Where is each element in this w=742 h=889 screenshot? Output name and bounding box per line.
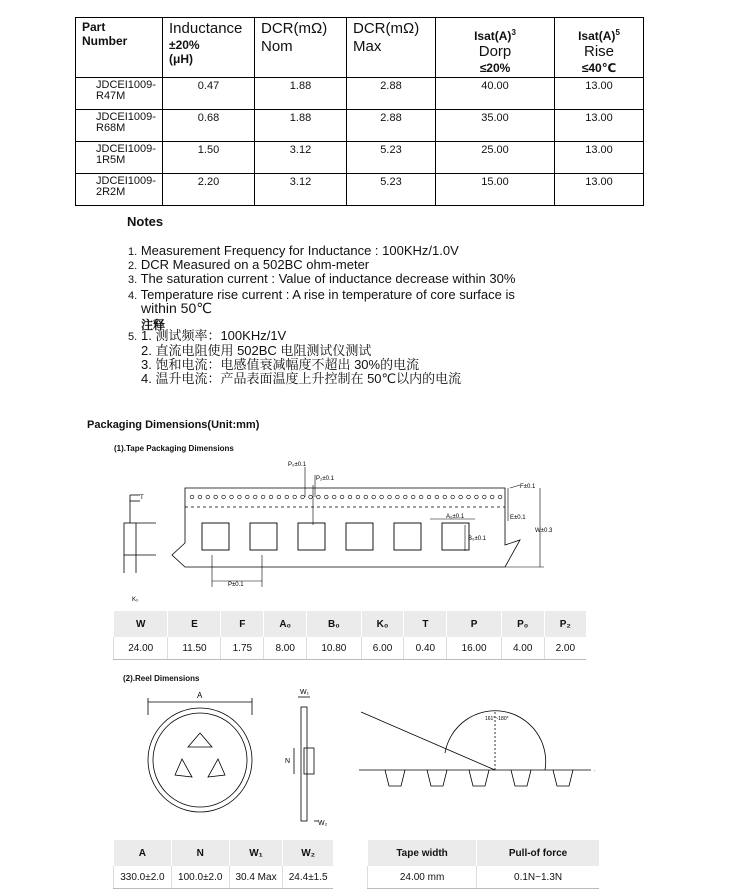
carrier-pocket xyxy=(511,770,531,786)
reel-value-cell: 100.0±2.0 xyxy=(171,866,229,889)
inductance-cell: 0.47 xyxy=(163,78,255,110)
sprocket-hole xyxy=(348,495,352,499)
reel-header-cell: N xyxy=(171,840,229,866)
p0-label: P₀±0.1 xyxy=(288,462,307,468)
tape-header-cell: K₀ xyxy=(361,611,404,637)
sprocket-hole xyxy=(459,495,463,499)
inductance-cell: 2.20 xyxy=(163,174,255,206)
sprocket-hole xyxy=(277,495,281,499)
reel-header-cell: W₂ xyxy=(283,840,333,866)
header-ind-line3: (μH) xyxy=(169,52,193,66)
tape-pocket xyxy=(250,523,277,550)
tape-header-cell: A₀ xyxy=(264,611,307,637)
header-isat-rise-label: Isat(A) xyxy=(578,29,616,43)
header-dcr-nom-line2: Nom xyxy=(261,38,293,55)
sprocket-hole xyxy=(261,495,265,499)
pull-off-lines xyxy=(359,711,591,770)
reel-title: (2).Reel Dimensions xyxy=(123,674,200,683)
reel-drawing xyxy=(140,685,340,830)
dcr-nom-cell: 1.88 xyxy=(255,110,347,142)
spec-table-header xyxy=(76,18,644,78)
sprocket-hole xyxy=(483,495,487,499)
sprocket-hole xyxy=(238,495,242,499)
note-text: Measurement Frequency for Inductance : 100KHz/1.0V xyxy=(140,243,459,258)
tape-value-cell: 8.00 xyxy=(264,637,307,660)
reel-value-cell: 330.0±2.0 xyxy=(114,866,172,889)
w1-label: W₁ xyxy=(300,689,309,696)
sprocket-hole xyxy=(206,495,210,499)
part-number-cell xyxy=(76,78,163,110)
dcr-max-cell: 5.23 xyxy=(347,174,436,206)
header-dcr-nom-line1: DCR(mΩ) xyxy=(261,20,328,37)
tape-dimension-lines xyxy=(212,467,544,587)
header-isat-rise-line1 xyxy=(561,26,637,43)
sprocket-hole xyxy=(332,495,336,499)
sprocket-hole xyxy=(317,495,321,499)
inductance-cell: 1.50 xyxy=(163,142,255,174)
part-number-cell xyxy=(76,110,163,142)
note-cn-3: 3. 饱和电流：电感值衰减幅度不超出 30%的电流 xyxy=(141,357,420,372)
header-dcr-max xyxy=(347,18,436,78)
sprocket-hole xyxy=(253,495,257,499)
sprocket-hole xyxy=(451,495,455,499)
reel-value-cell: 24.4±1.5 xyxy=(283,866,333,889)
pull-table-header xyxy=(368,840,600,866)
tape-table-values xyxy=(114,637,587,660)
carrier-pocket xyxy=(385,770,405,786)
sprocket-hole xyxy=(198,495,202,499)
sprocket-hole xyxy=(214,495,218,499)
tape-header-cell: P₀ xyxy=(501,611,544,637)
header-inductance xyxy=(163,18,255,78)
part-number-a: JDCEI1009- xyxy=(96,143,156,155)
note-number: 3. xyxy=(128,274,138,286)
reel-dimensions-table xyxy=(113,840,333,889)
table-row xyxy=(76,78,644,110)
a-label: A xyxy=(197,691,203,700)
note-cn-2: 2. 直流电阻使用 502BC 电阻测试仪测试 xyxy=(141,343,372,358)
k0-label: K₀ xyxy=(132,597,139,603)
tape-value-cell: 4.00 xyxy=(501,637,544,660)
sprocket-hole xyxy=(388,495,392,499)
dcr-max-cell: 2.88 xyxy=(347,78,436,110)
note-text: The saturation current : Value of inductance decrease within 30% xyxy=(140,271,516,286)
header-isat-dorp-line3: ≤20% xyxy=(479,61,511,75)
header-part-line2: Number xyxy=(82,34,128,48)
part-number-cell xyxy=(76,142,163,174)
dcr-max-cell: 2.88 xyxy=(347,110,436,142)
isat-rise-cell: 13.00 xyxy=(555,142,644,174)
tape-value-cell: 11.50 xyxy=(168,637,221,660)
tape-pocket xyxy=(346,523,373,550)
note-number: 2. xyxy=(128,260,138,272)
note-number: 1. xyxy=(128,246,138,258)
tape-pocket xyxy=(298,523,325,550)
spec-table xyxy=(75,17,644,206)
f-label: F±0.1 xyxy=(520,484,536,490)
part-number-a: JDCEI1009- xyxy=(96,79,156,91)
carrier-pocket xyxy=(553,770,573,786)
a0-label: A₀±0.1 xyxy=(446,514,465,520)
sprocket-hole xyxy=(340,495,344,499)
sprocket-hole xyxy=(293,495,297,499)
tape-header-cell: E xyxy=(168,611,221,637)
note-number: 4. xyxy=(128,290,138,302)
sprocket-hole xyxy=(443,495,447,499)
pull-value-cell: 0.1N~1.3N xyxy=(477,866,599,889)
carrier-pockets xyxy=(385,770,595,786)
pull-header-cell: Tape width xyxy=(368,840,477,866)
header-ind-line1: Inductance xyxy=(169,20,243,37)
sprocket-hole xyxy=(411,495,415,499)
tape-side-view xyxy=(124,495,156,573)
w2-label: W₂ xyxy=(318,820,328,827)
p-label: P±0.1 xyxy=(228,582,244,588)
b0-label: B₀±0.1 xyxy=(468,536,487,542)
header-isat-rise xyxy=(555,18,644,78)
isat-rise-cell: 13.00 xyxy=(555,174,644,206)
e-label: E±0.1 xyxy=(510,515,526,521)
tape-header-cell: F xyxy=(221,611,264,637)
notes-cn-title: 注释 xyxy=(141,318,166,332)
tape-dimensions-table xyxy=(113,611,586,660)
tape-value-cell: 10.80 xyxy=(307,637,361,660)
sprocket-hole xyxy=(380,495,384,499)
part-number-b: 1R5M xyxy=(96,154,126,166)
header-isat-rise-sup: 5 xyxy=(615,28,620,37)
sprocket-hole xyxy=(285,495,289,499)
reel-header-cell: W₁ xyxy=(229,840,283,866)
inductance-cell: 0.68 xyxy=(163,110,255,142)
part-number-a: JDCEI1009- xyxy=(96,175,156,187)
header-isat-rise-line3: ≤40℃ xyxy=(581,61,617,75)
sprocket-hole xyxy=(356,495,360,499)
header-isat-dorp xyxy=(436,18,555,78)
isat-dorp-cell: 40.00 xyxy=(436,78,555,110)
note-cn-4: 4. 温升电流：产品表面温度上升控制在 50℃以内的电流 xyxy=(141,371,462,386)
sprocket-hole xyxy=(364,495,368,499)
header-dcr-nom xyxy=(255,18,347,78)
table-row xyxy=(76,174,644,206)
table-row xyxy=(76,110,644,142)
tape-title: (1).Tape Packaging Dimensions xyxy=(114,444,234,453)
pull-header-cell: Pull-of force xyxy=(477,840,599,866)
sprocket-hole xyxy=(309,495,313,499)
tape-pockets xyxy=(202,523,469,550)
tape-drawing xyxy=(110,455,560,605)
isat-dorp-cell: 25.00 xyxy=(436,142,555,174)
note-cn-1: 1. 测试频率：100KHz/1V xyxy=(141,328,287,343)
sprocket-hole xyxy=(498,495,502,499)
header-part-line1: Part xyxy=(82,20,106,34)
note-4-continuation: within 50℃ xyxy=(141,300,212,316)
part-number-b: R47M xyxy=(96,90,126,102)
n-label: N xyxy=(285,758,291,765)
header-dcr-max-line1: DCR(mΩ) xyxy=(353,20,420,37)
pull-force-table xyxy=(367,840,599,889)
header-isat-dorp-sup: 3 xyxy=(511,28,516,37)
pull-value-cell: 24.00 mm xyxy=(368,866,477,889)
dcr-max-cell: 5.23 xyxy=(347,142,436,174)
part-number-cell xyxy=(76,174,163,206)
tape-value-cell: 2.00 xyxy=(544,637,586,660)
isat-rise-cell: 13.00 xyxy=(555,78,644,110)
pull-off-drawing xyxy=(355,708,595,793)
sprocket-hole xyxy=(435,495,439,499)
tape-value-cell: 1.75 xyxy=(221,637,264,660)
part-number-a: JDCEI1009- xyxy=(96,111,156,123)
dcr-nom-cell: 3.12 xyxy=(255,142,347,174)
tape-value-cell: 16.00 xyxy=(447,637,501,660)
tape-header-cell: P xyxy=(447,611,501,637)
sprocket-hole xyxy=(427,495,431,499)
sprocket-hole xyxy=(396,495,400,499)
sprocket-hole xyxy=(269,495,273,499)
tape-pocket xyxy=(202,523,229,550)
note-3 xyxy=(128,272,515,287)
tape-value-cell: 24.00 xyxy=(114,637,168,660)
table-row xyxy=(76,142,644,174)
header-isat-dorp-label: Isat(A) xyxy=(474,29,512,43)
sprocket-hole xyxy=(404,495,408,499)
sprocket-hole xyxy=(301,495,305,499)
tape-pocket xyxy=(394,523,421,550)
header-isat-dorp-line1 xyxy=(442,26,548,43)
carrier-pocket xyxy=(427,770,447,786)
dcr-nom-cell: 1.88 xyxy=(255,78,347,110)
tape-table-header xyxy=(114,611,587,637)
sprocket-hole xyxy=(246,495,250,499)
part-number-b: 2R2M xyxy=(96,186,126,198)
tape-header-cell: T xyxy=(404,611,447,637)
reel-front-view xyxy=(148,698,252,812)
sprocket-hole xyxy=(467,495,471,499)
isat-dorp-cell: 35.00 xyxy=(436,110,555,142)
reel-side-view xyxy=(294,697,318,821)
pull-table-values xyxy=(368,866,600,889)
notes-cn-number: 5. xyxy=(128,331,138,343)
angle-label: 161°~180° xyxy=(485,716,509,722)
header-isat-dorp-line2: Dorp xyxy=(478,43,512,60)
notes-title: Notes xyxy=(127,214,164,229)
w-label: W±0.3 xyxy=(535,528,553,534)
tape-value-cell: 0.40 xyxy=(404,637,447,660)
sprocket-hole xyxy=(419,495,423,499)
sprocket-hole xyxy=(490,495,494,499)
tape-header-cell: W xyxy=(114,611,168,637)
carrier-pocket xyxy=(469,770,489,786)
sprocket-hole xyxy=(222,495,226,499)
sprocket-hole xyxy=(230,495,234,499)
p2-label: P₂±0.1 xyxy=(316,476,334,482)
reel-table-header xyxy=(114,840,334,866)
header-dcr-max-line2: Max xyxy=(353,38,382,55)
dcr-nom-cell: 3.12 xyxy=(255,174,347,206)
tape-header-cell: B₀ xyxy=(307,611,361,637)
tape-header-cell: P₂ xyxy=(544,611,586,637)
reel-value-cell: 30.4 Max xyxy=(229,866,283,889)
sprocket-hole xyxy=(475,495,479,499)
header-ind-line2: ±20% xyxy=(169,38,200,52)
reel-header-cell: A xyxy=(114,840,172,866)
sprocket-holes xyxy=(190,495,502,499)
t-label: T xyxy=(140,495,144,501)
header-part-number xyxy=(76,18,163,78)
sprocket-hole xyxy=(372,495,376,499)
packaging-title: Packaging Dimensions(Unit:mm) xyxy=(87,419,260,431)
header-isat-rise-line2: Rise xyxy=(583,43,614,60)
reel-table-values xyxy=(114,866,334,889)
note-text: Temperature rise current : A rise in temperature of core surface is xyxy=(140,287,515,302)
sprocket-hole xyxy=(325,495,329,499)
part-number-b: R68M xyxy=(96,122,126,134)
note-text: DCR Measured on a 502BC ohm-meter xyxy=(140,257,370,272)
isat-rise-cell: 13.00 xyxy=(555,110,644,142)
isat-dorp-cell: 15.00 xyxy=(436,174,555,206)
tape-value-cell: 6.00 xyxy=(361,637,404,660)
sprocket-hole xyxy=(190,495,194,499)
